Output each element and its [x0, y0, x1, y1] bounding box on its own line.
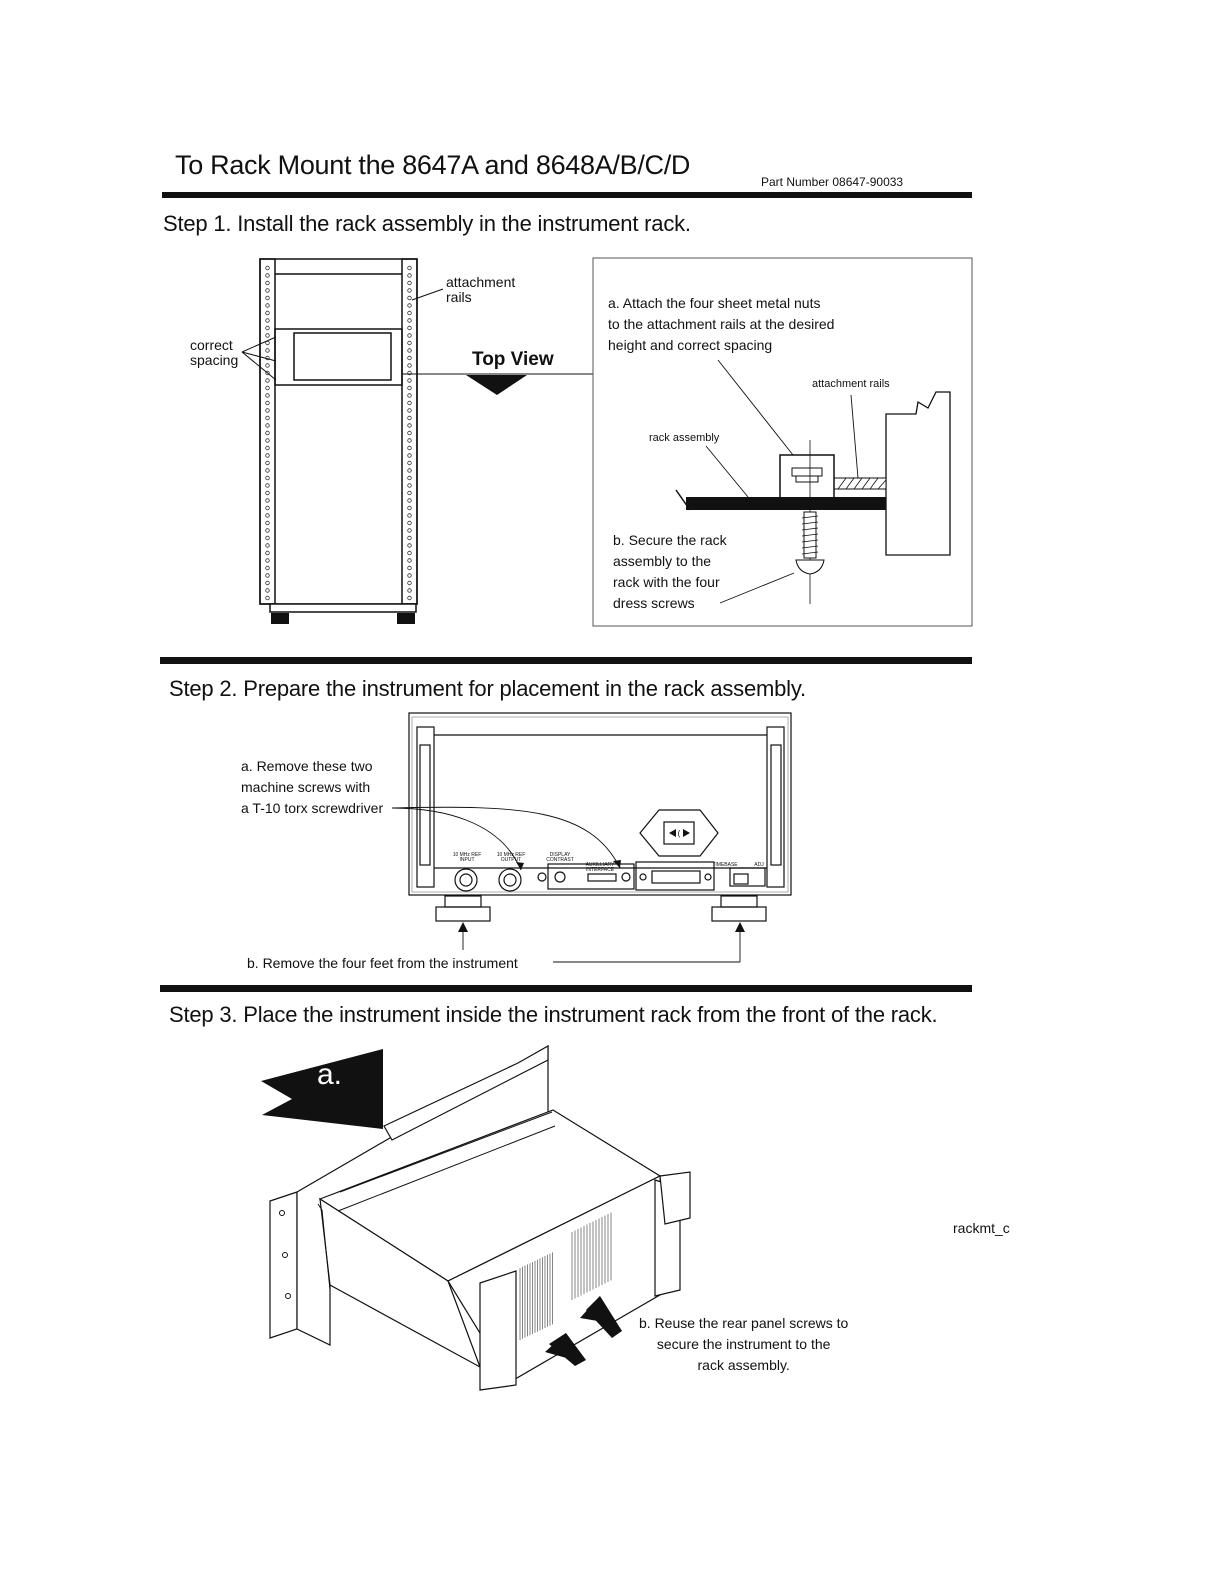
- part-number: Part Number 08647-90033: [761, 175, 904, 189]
- page-title: To Rack Mount the 8647A and 8648A/B/C/D: [175, 150, 691, 180]
- step2-heading: Step 2. Prepare the instrument for placement in the rack assembly.: [169, 676, 806, 701]
- panel-label-aux-interface: AUXILLIARY INTERFACE: [585, 862, 615, 873]
- step1-heading: Step 1. Install the rack assembly in the instrument rack.: [163, 211, 691, 236]
- step1-instruction-a: a. Attach the four sheet metal nuts to the attachment rails at the desired height and correct spacing: [608, 295, 835, 353]
- step3-heading: Step 3. Place the instrument inside the instrument rack from the front of the rack.: [169, 1002, 938, 1027]
- arrow-label-a: a.: [317, 1058, 343, 1091]
- label-attachment-rails: attachment rails: [446, 274, 516, 305]
- panel-label-display-contrast: DISPLAY CONTRAST: [546, 852, 574, 863]
- panel-label-adj: ADJ: [754, 862, 764, 868]
- figure-id: rackmt_c: [953, 1220, 1010, 1236]
- label-attachment-rails-detail: attachment rails: [812, 378, 890, 390]
- step3-instruction-b: b. Reuse the rear panel screws to secure the instrument to the rack assembly.: [639, 1315, 849, 1373]
- panel-label-timebase: TIMEBASE: [712, 862, 738, 868]
- label-rack-assembly: rack assembly: [649, 432, 720, 444]
- step2-instruction-a: a. Remove these two machine screws with a T-10 torx screwdriver: [241, 758, 384, 816]
- panel-label-ref-output: 10 MHz REF OUTPUT: [496, 852, 526, 863]
- step2-instruction-b: b. Remove the four feet from the instrument: [247, 955, 518, 971]
- top-view-label: Top View: [472, 349, 554, 370]
- label-correct-spacing: correct spacing: [190, 337, 239, 368]
- svg-text:(: (: [677, 829, 681, 838]
- step1-instruction-b: b. Secure the rack assembly to the rack with the four dress screws: [613, 532, 727, 611]
- panel-label-ref-input: 10 MHz REF INPUT: [452, 852, 482, 863]
